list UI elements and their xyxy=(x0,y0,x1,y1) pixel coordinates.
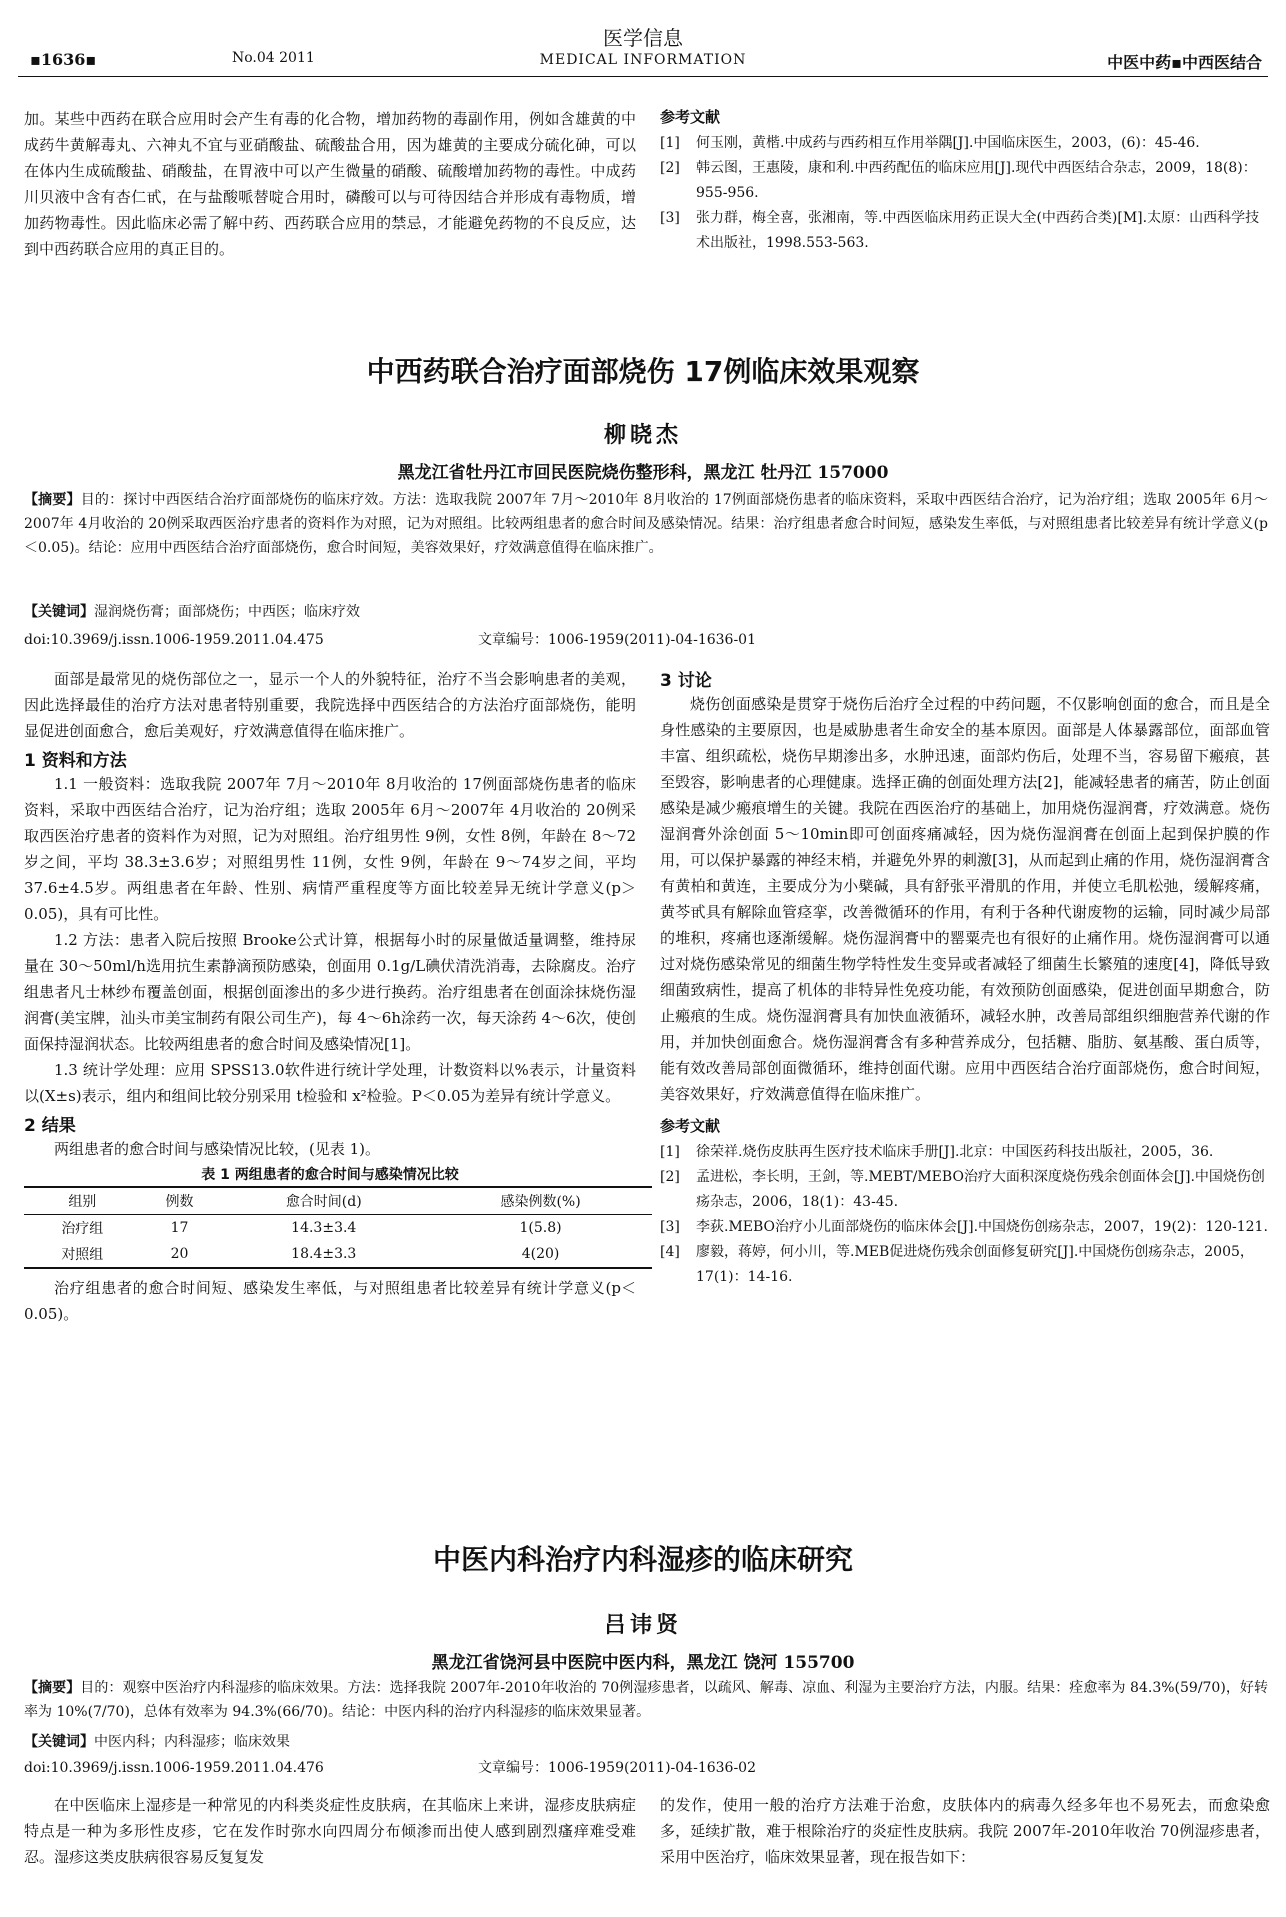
reference-item: [3] 张力群，梅全喜，张湘南，等.中西医临床用药正误大全(中西药合类)[M].太原：山西科学技术出版社，1998.553-563. xyxy=(660,210,1260,251)
para-1-1: 1.1 一般资料：选取我院 2007年 7月～2010年 8月收治的 17例面部烧伤患者的临床资料，采取中西医结合治疗，记为治疗组；选取 2005年 6月～2007年 4月收治的 20例采取西医治疗患者的资料作为对照，记为对照组。治疗组男性 9例，女性 8例，年龄在 8～72岁之间，平均 38.3±3.6岁；对照组男性 11例，女性 9例，年龄在 9～74岁之间，平均 37.6±4.5岁。两组患者在年龄、性别、病情严重程度等方面比较差异无统计学意义(p＞0.05)，具有可比性。 xyxy=(24,775,636,923)
article1-affiliation: 黑龙江省牡丹江市回民医院烧伤整形科，黑龙江 牡丹江 157000 xyxy=(397,463,889,483)
para-1-2: 1.2 方法：患者入院后按照 Brooke公式计算，根据每小时的尿量做适量调整，维持尿量在 30～50ml/h选用抗生素静滴预防感染，创面用 0.1g/L碘伏清洗消毒，去除腐皮。治疗组患者凡士林纱布覆盖创面，根据创面渗出的多少进行换药。治疗组患者在创面涂抹烧伤湿润膏(美宝牌，汕头市美宝制药有限公司生产)，每 4～6h涂药一次，每天涂药 4～6次，使创面保持湿润状态。比较两组患者的愈合时间及感染情况[1]。 xyxy=(24,931,636,1053)
article2-doi: doi:10.3969/j.issn.1006-1959.2011.04.476 xyxy=(24,1760,324,1776)
table-row xyxy=(24,1241,652,1268)
article1-author: 柳晓杰 xyxy=(603,422,682,448)
section-heading-results: 2 结果 xyxy=(24,1116,76,1136)
article2-affiliation: 黑龙江省饶河县中医院中医内科，黑龙江 饶河 155700 xyxy=(431,1653,855,1673)
table-cell: 1(5.8) xyxy=(519,1220,562,1236)
table-cell: 17 xyxy=(170,1220,189,1236)
reference-item: [4] 廖毅，蒋婷，何小川，等.MEB促进烧伤残余创面修复研究[J].中国烧伤创疡杂志，2005，17(1)：14-16. xyxy=(660,1244,1254,1285)
table-cell: 18.4±3.3 xyxy=(218,1241,429,1268)
table-cell: 20 xyxy=(141,1241,219,1268)
table-cell: 治疗组 xyxy=(61,1221,104,1237)
article1-left-column xyxy=(24,666,636,1327)
reference-item: [2] 韩云图，王惠陵，康和利.中西药配伍的临床应用[J].现代中西医结合杂志，2009，18(8)：955-956. xyxy=(660,160,1257,201)
table-cell: 对照组 xyxy=(24,1241,141,1268)
para-2: 两组患者的愈合时间与感染情况比较，(见表 1)。 xyxy=(54,1140,381,1158)
section-heading-discussion: 3 讨论 xyxy=(660,671,712,691)
section-heading-methods: 1 资料和方法 xyxy=(24,751,127,771)
table-caption: 表 1 两组患者的愈合时间与感染情况比较 xyxy=(201,1167,459,1183)
para-3: 烧伤创面感染是贯穿于烧伤后治疗全过程的中药问题，不仅影响创面的愈合，而且是全身性感染的主要原因，也是威胁患者生命安全的基本原因。面部是人体暴露部位，面部血管丰富、组织疏松，烧伤早期渗出多，水肿迅速，面部灼伤后，处理不当，容易留下瘢痕，甚至毁容，影响患者的心理健康。选择正确的创面处理方法[2]，能减轻患者的痛苦，防止创面感染是减少瘢痕增生的关键。我院在西医治疗的基础上，加用烧伤湿润膏，疗效满意。烧伤湿润膏外涂创面 5～10min即可创面疼痛减轻，因为烧伤湿润膏在创面上起到保护膜的作用，可以保护暴露的神经末梢，并避免外界的刺激[3]，从而起到止痛的作用，烧伤湿润膏含有黄柏和黄连，主要成分为小檗碱，具有舒张平滑肌的作用，并使立毛肌松弛，缓解疼痛，黄芩甙具有解除血管痉挛，改善微循环的作用，有利于各种代谢废物的运输，同时减少局部的堆积，疼痛也逐渐缓解。烧伤湿润膏中的罂粟壳也有很好的止痛作用。烧伤湿润膏可以通过对烧伤感染常见的细菌生物学特性发生变异或者减轻了细菌生长繁殖的速度[4]，降低导致细菌致病性，提高了机体的非特异性免疫功能，有效预防创面感染，促进创面早期愈合，防止瘢痕的生成。烧伤湿润膏具有加快血液循环，减轻水肿，改善局部组织细胞营养代谢的作用，并加快创面愈合。烧伤湿润膏含有多种营养成分，包括糖、脂肪、氨基酸、蛋白质等，能有效改善局部创面微循环，维持创面代谢。应用中西医结合治疗面部烧伤，愈合时间短，美容效果好，疗效满意值得在临床推广。 xyxy=(660,695,1270,1103)
table-row xyxy=(24,1215,652,1242)
article2-abstract: 【摘要】目的：观察中医治疗内科湿疹的临床效果。方法：选择我院 2007年-2010年收治的 70例湿疹患者，以疏风、解毒、凉血、利湿为主要治疗方法，内服。结果：痊愈率为 84.3%(59/70)，好转率为 10%(7/70)，总体有效率为 94.3%(66/70)。结论：中医内科的治疗内科湿疹的临床效果显著。 xyxy=(24,1680,1268,1720)
reference-item: [1] 徐荣祥.烧伤皮肤再生医疗技术临床手册[J].北京：中国医药科技出版社，2005，36. xyxy=(660,1144,1214,1160)
article2-author: 吕讳贤 xyxy=(603,1612,682,1638)
table-header-cell: 组别 xyxy=(24,1187,141,1215)
para-1-3: 1.3 统计学处理：应用 SPSS13.0软件进行统计学处理，计数资料以%表示，计量资料以(X±s)表示，组内和组间比较分别采用 t检验和 x²检验。P＜0.05为差异有统计学意义。 xyxy=(24,1061,636,1105)
table-header-cell: 愈合时间(d) xyxy=(218,1187,429,1215)
references-heading: 参考文献 xyxy=(660,1117,721,1135)
issue-number: No.04 2011 xyxy=(232,50,315,66)
table-header-row xyxy=(24,1187,652,1215)
prev-article-conclusion: 加。某些中西药在联合应用时会产生有毒的化合物，增加药物的毒副作用，例如含雄黄的中成药牛黄解毒丸、六神丸不宜与亚硝酸盐、硫酸盐合用，因为雄黄的主要成分硫化砷，可以在体内生成硫酸盐、硝酸盐，在胃液中可以产生微量的硝酸、硫酸增加药物的毒性。中成药川贝液中含有杏仁甙，在与盐酸哌替啶合用时，磷酸可以与可待因结合并形成有毒物质，增加药物毒性。因此临床必需了解中药、西药联合应用的禁忌，才能避免药物的不良反应，达到中西药联合应用的真正目的。 xyxy=(24,110,636,258)
reference-item: [1] 何玉刚，黄楷.中成药与西药相互作用举隅[J].中国临床医生，2003，(6)：45-46. xyxy=(660,135,1200,151)
para-2b: 治疗组患者的愈合时间短、感染发生率低，与对照组患者比较差异有统计学意义(p＜0.05)。 xyxy=(24,1279,636,1323)
results-table xyxy=(24,1186,652,1269)
article1-doi: doi:10.3969/j.issn.1006-1959.2011.04.475 xyxy=(24,632,324,648)
article2-right-intro: 的发作，使用一般的治疗方法难于治愈，皮肤体内的病毒久经多年也不易死去，而愈染愈多，延续扩散，难于根除治疗的炎症性皮肤病。我院 2007年-2010年收治 70例湿疹患者，采用中医治疗，临床效果显著，现在报告如下： xyxy=(660,1796,1270,1866)
article2-article-number: 文章编号：1006-1959(2011)-04-1636-02 xyxy=(478,1760,756,1776)
table-header-cell: 例数 xyxy=(141,1187,219,1215)
article2-keywords: 【关键词】中医内科；内科湿疹；临床效果 xyxy=(24,1734,290,1750)
reference-item: [3] 李荻.MEBO治疗小儿面部烧伤的临床体会[J].中国烧伤创疡杂志，2007，19(2)：120-121. xyxy=(660,1219,1268,1235)
table-cell: 14.3±3.4 xyxy=(291,1220,357,1236)
article1-title: 中西药联合治疗面部烧伤 17例临床效果观察 xyxy=(366,355,920,388)
header-rule xyxy=(18,76,1268,77)
prev-article-references xyxy=(660,106,1270,256)
journal-title-en: MEDICAL INFORMATION xyxy=(539,52,747,68)
article1-right-column xyxy=(660,666,1270,1290)
running-header xyxy=(0,0,1286,80)
article1-abstract: 【摘要】目的：探讨中西医结合治疗面部烧伤的临床疗效。方法：选取我院 2007年 7月～2010年 8月收治的 17例面部烧伤患者的临床资料，采取中西医结合治疗，记为治疗组；选取 2005年 6月～2007年 4月收治的 20例采取西医治疗患者的资料作为对照，记为对照组。比较两组患者的愈合时间及感染情况。结果：治疗组患者愈合时间短，感染发生率低，与对照组患者比较差异有统计学意义(p＜0.05)。结论：应用中西医结合治疗面部烧伤，愈合时间短，美容效果好，疗效满意值得在临床推广。 xyxy=(24,492,1268,556)
journal-title-cn: 医学信息 xyxy=(603,26,683,50)
article1-intro: 面部是最常见的烧伤部位之一，显示一个人的外貌特征，治疗不当会影响患者的美观，因此选择最佳的治疗方法对患者特别重要，我院选择中西医结合的方法治疗面部烧伤，能明显促进创面愈合，愈后美观好，疗效满意值得在临床推广。 xyxy=(24,670,636,740)
section-label: 中医中药▪中西医结合 xyxy=(1107,53,1262,72)
reference-item: [2] 孟进松，李长明，王剑，等.MEBT/MEBO治疗大面积深度烧伤残余创面体会[J].中国烧伤创疡杂志，2006，18(1)：43-45. xyxy=(660,1169,1265,1210)
article1-article-number: 文章编号：1006-1959(2011)-04-1636-01 xyxy=(478,632,756,648)
page-number: ▪1636▪ xyxy=(30,50,97,69)
article1-keywords: 【关键词】湿润烧伤膏；面部烧伤；中西医；临床疗效 xyxy=(24,604,360,620)
article2-title: 中医内科治疗内科湿疹的临床研究 xyxy=(432,1543,853,1576)
article2-left-intro: 在中医临床上湿疹是一种常见的内科类炎症性皮肤病，在其临床上来讲，湿疹皮肤病症特点是一种为多形性皮疹，它在发作时弥水向四周分布倾渗而出使人感到剧烈瘙痒难受难忍。湿疹这类皮肤病很容易反复复发 xyxy=(24,1796,636,1866)
table-cell: 4(20) xyxy=(429,1241,652,1268)
references-heading: 参考文献 xyxy=(660,108,721,126)
table-header-cell: 感染例数(%) xyxy=(429,1187,652,1215)
